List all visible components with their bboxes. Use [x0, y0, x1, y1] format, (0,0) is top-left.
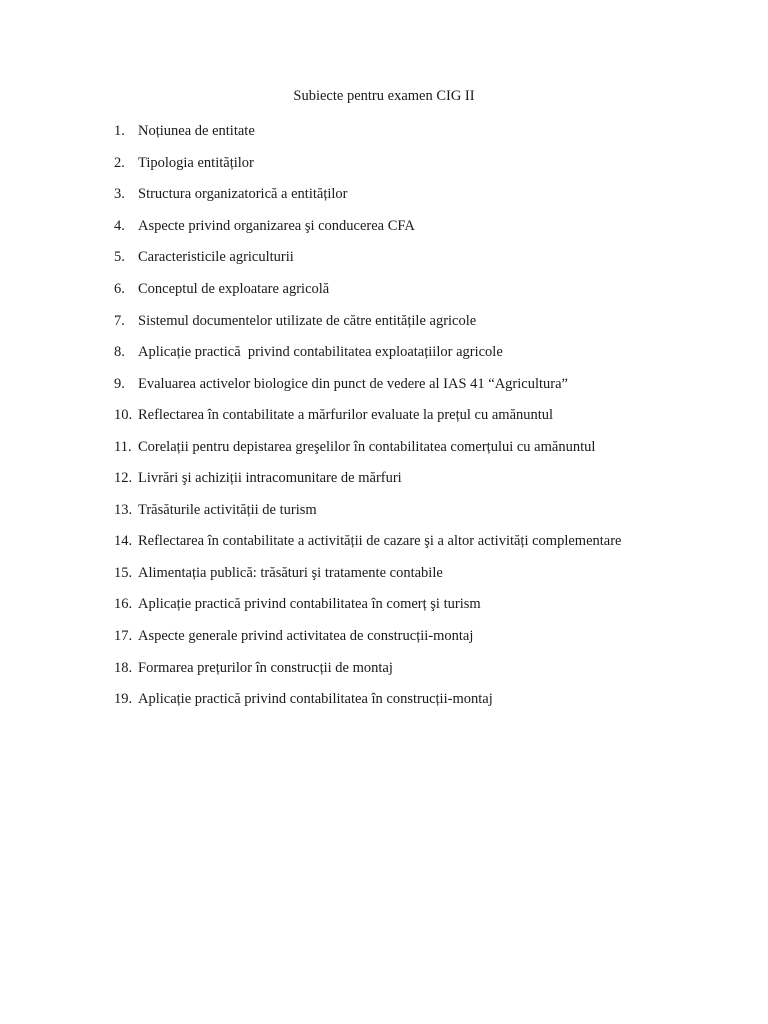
item-number: 14.	[114, 533, 133, 550]
subject-list	[114, 116, 734, 715]
list-item	[114, 431, 734, 463]
item-number: 10.	[114, 407, 133, 424]
item-text: Aspecte generale privind activitatea de construcții-montaj	[138, 628, 474, 645]
item-text: Structura organizatorică a entităților	[138, 186, 348, 203]
list-item	[114, 368, 734, 400]
item-text: Aplicație practică privind contabilitatea în construcții-montaj	[138, 691, 493, 708]
item-number: 11.	[114, 438, 132, 455]
list-item	[114, 558, 734, 590]
item-text: Tipologia entităților	[138, 154, 254, 171]
item-text: Evaluarea activelor biologice din punct de vedere al IAS 41 “Agricultura”	[138, 375, 568, 392]
item-text: Aplicație practică privind contabilitatea în comerț şi turism	[138, 596, 481, 613]
item-number: 1.	[114, 123, 125, 140]
item-number: 2.	[114, 154, 125, 171]
item-number: 17.	[114, 628, 133, 645]
item-number: 5.	[114, 249, 125, 266]
list-item	[114, 242, 734, 274]
item-number: 18.	[114, 659, 133, 676]
list-item	[114, 589, 734, 621]
item-text: Reflectarea în contabilitate a activității de cazare şi a altor activități complementare	[138, 533, 622, 550]
item-number: 19.	[114, 691, 133, 708]
list-item	[114, 337, 734, 369]
list-item	[114, 211, 734, 243]
item-text: Caracteristicile agriculturii	[138, 249, 294, 266]
item-text: Corelații pentru depistarea greşelilor în contabilitatea comerțului cu amănuntul	[138, 438, 596, 455]
item-number: 13.	[114, 501, 133, 518]
item-number: 9.	[114, 375, 125, 392]
list-item	[114, 116, 734, 148]
item-text: Sistemul documentelor utilizate de către entitățile agricole	[138, 312, 477, 329]
list-item	[114, 652, 734, 684]
list-item	[114, 148, 734, 180]
item-number: 3.	[114, 186, 125, 203]
document-title: Subiecte pentru examen CIG II	[293, 88, 475, 104]
item-text: Aplicație practică privind contabilitatea exploatațiilor agricole	[138, 344, 503, 361]
list-item	[114, 305, 734, 337]
list-item	[114, 400, 734, 432]
item-text: Trăsăturile activității de turism	[138, 501, 317, 518]
item-text: Aspecte privind organizarea şi conducerea CFA	[138, 217, 415, 234]
item-number: 8.	[114, 344, 125, 361]
item-text: Formarea prețurilor în construcții de montaj	[138, 659, 393, 676]
item-number: 15.	[114, 564, 133, 581]
item-text: Livrări şi achiziții intracomunitare de mărfuri	[138, 470, 402, 487]
list-item	[114, 621, 734, 653]
list-item	[114, 463, 734, 495]
item-number: 6.	[114, 281, 125, 297]
list-item	[114, 526, 734, 558]
item-number: 16.	[114, 596, 133, 613]
list-item	[114, 684, 734, 716]
item-text: Alimentația publică: trăsături şi tratamente contabile	[138, 564, 443, 581]
item-text: Noțiunea de entitate	[138, 123, 255, 140]
item-text: Reflectarea în contabilitate a mărfurilor evaluate la prețul cu amănuntul	[138, 407, 554, 424]
item-text: Conceptul de exploatare agricolă	[138, 281, 330, 297]
list-item	[114, 274, 734, 306]
list-item	[114, 179, 734, 211]
item-number: 7.	[114, 312, 125, 329]
list-item	[114, 495, 734, 527]
item-number: 12.	[114, 470, 133, 487]
item-number: 4.	[114, 217, 125, 234]
